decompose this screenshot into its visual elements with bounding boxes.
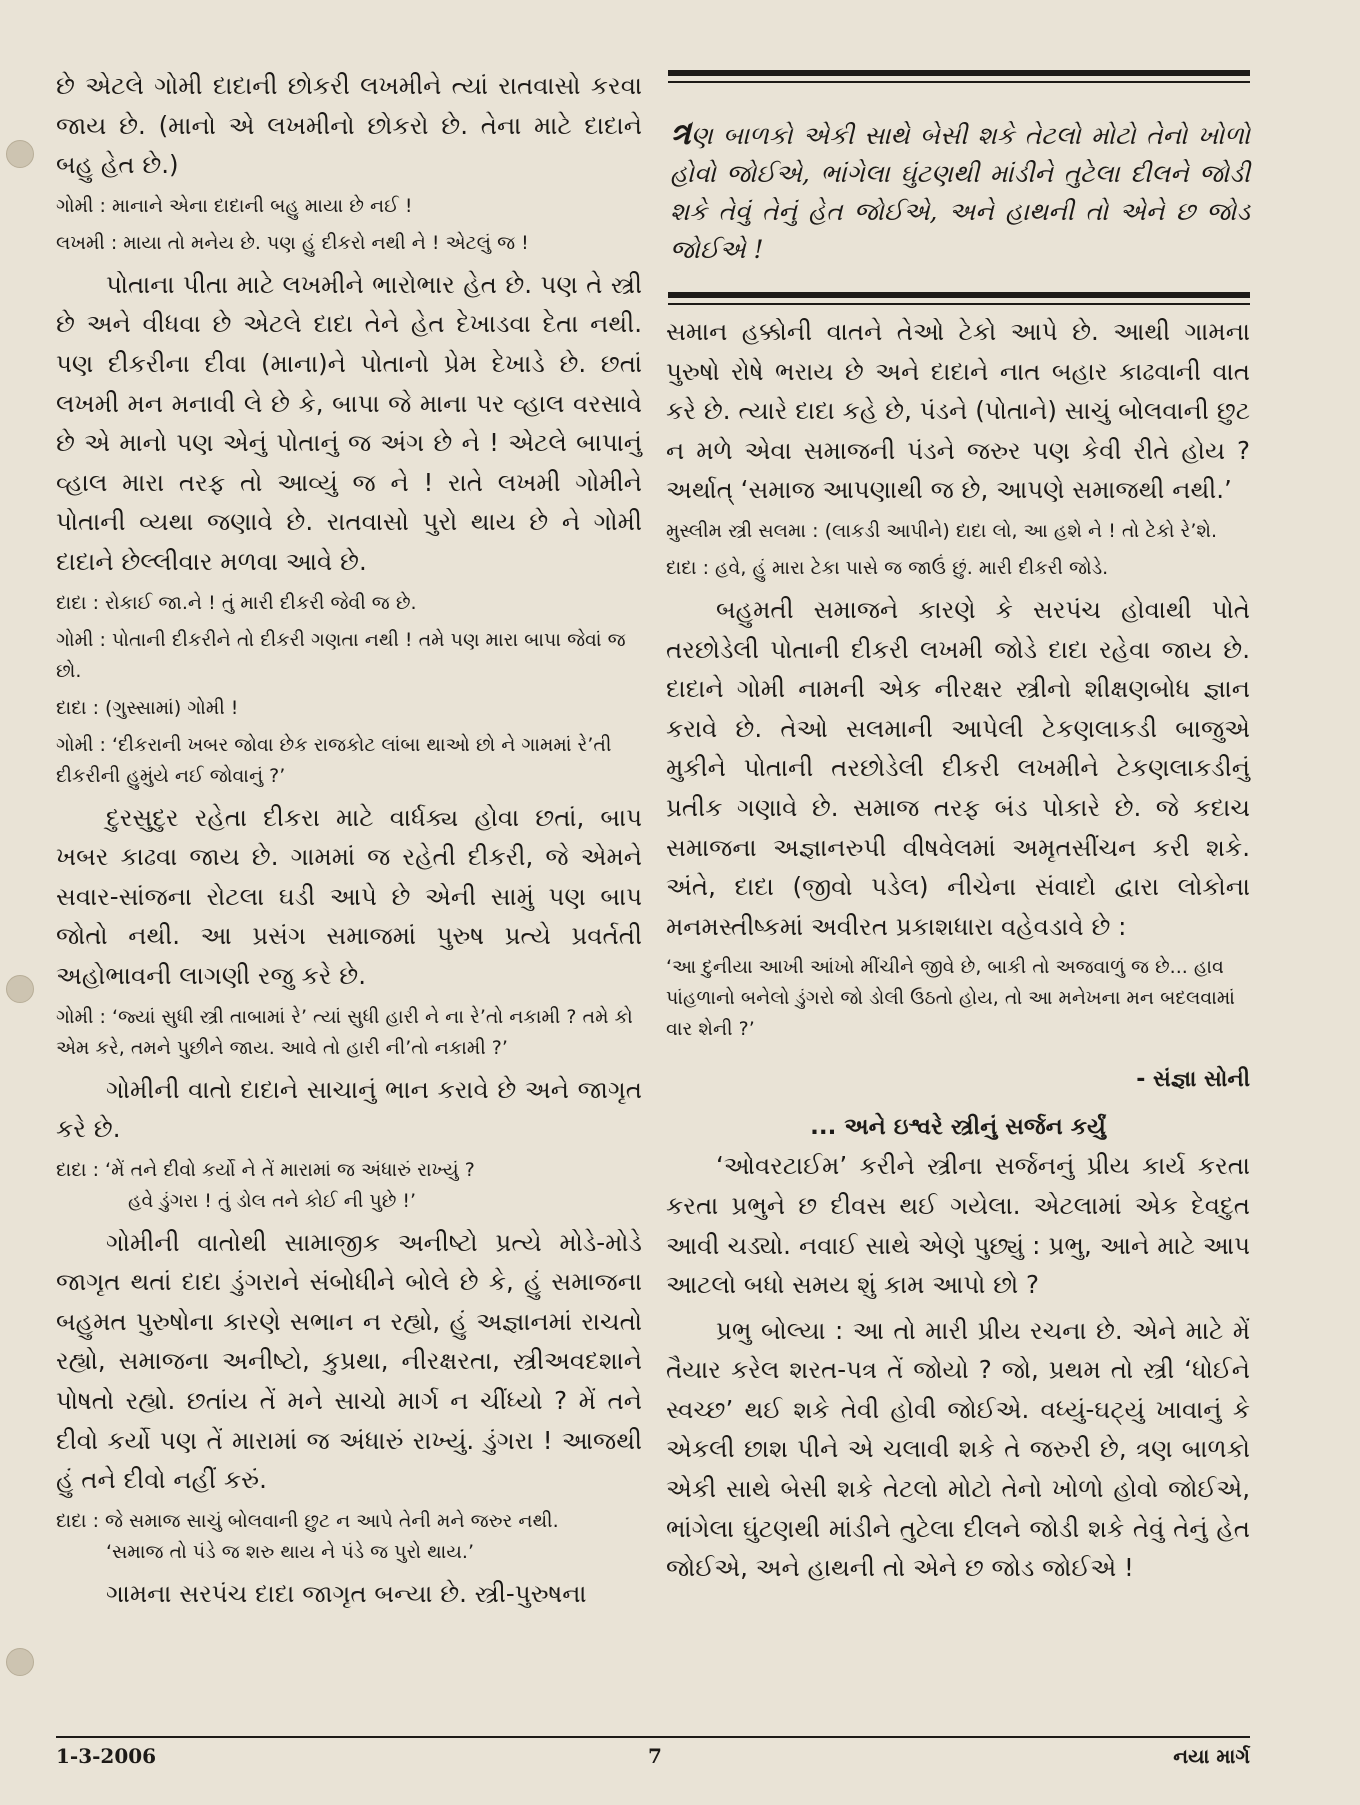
dialogue-dada-4 bbox=[56, 1506, 642, 1568]
dialogue-gomi-3: ગોમી : ‘દીકરાની ખબર જોવા છેક રાજકોટ લાંબા થાઓ છો ને ગામમાં રે’તી દીકરીની હુમુંયે નઈ જોવાનું ?’ bbox=[56, 733, 612, 787]
dialogue-lakhmi-1: લખમી : માયા તો મનેય છે. પણ હું દીકરો નથી ને ! એટલું જ ! bbox=[56, 231, 529, 254]
punch-hole-middle bbox=[6, 975, 34, 1003]
pull-quote-text: ણ બાળકો એકી સાથે બેસી શકે તેટલો મોટો તેનો ખોળો હોવો જોઈએ, ભાંગેલા ઘુંટણથી માંડીને તુટેલા દીલને જોડી શકે તેવું તેનું હેત જોઈએ, અને હાથની તો એને છ જોડ જોઈએ ! bbox=[670, 121, 1250, 264]
punch-hole-bottom bbox=[6, 1648, 34, 1676]
right-paragraph-1: સમાન હક્કોની વાતને તેઓ ટેકો આપે છે. આથી ગામના પુરુષો રોષે ભરાય છે અને દાદાને નાત બહાર કાઢવાની વાત કરે છે. ત્યારે દાદા કહે છે, પંડને (પોતાને) સાચું બોલવાની છુટ ન મળે એવા સમાજની પંડને જરુર પણ કેવી રીતે હોય ? અર્થાત્ ‘સમાજ આપણાથી જ છે, આપણે સમાજથી નથી.’ bbox=[666, 317, 1250, 505]
dialogue-dada-4-line-1: દાદા : જે સમાજ સાચું બોલવાની છુટ ન આપે તેની મને જરુર નથી. bbox=[56, 1509, 559, 1532]
pull-quote bbox=[670, 114, 1250, 269]
left-paragraph-3: દુરસુદુર રહેતા દીકરા માટે વાર્ધક્ય હોવા છતાં, બાપ ખબર કાઢવા જાય છે. ગામમાં જ રહેતી દીકરી, જે એમને સવાર-સાંજના રોટલા ઘડી આપે છે એની સામું પણ બાપ જોતો નથી. આ પ્રસંગ સમાજમાં પુરુષ પ્રત્યે પ્રવર્તતી અહોભાવની લાગણી રજુ કરે છે. bbox=[56, 802, 642, 990]
dialogue-gomi-4: ગોમી : ‘જ્યાં સુધી સ્ત્રી તાબામાં રે’ ત્યાં સુધી હારી ને ના રે’તો નકામી ? તમે કો એમ કરે, તમને પુછીને જાય. આવે તો હારી ની’તો નકામી ?’ bbox=[56, 1005, 633, 1059]
right-paragraph-4: પ્રભુ બોલ્યા : આ તો મારી પ્રીય રચના છે. એને માટે મેં તૈયાર કરેલ શરત-પત્ર તેં જોયો ? જો, પ્રથમ તો સ્ત્રી ‘ધોઈને સ્વચ્છ’ થઈ શકે તેવી હોવી જોઈએ. વધ્યું-ઘટ્યું ખાવાનું કે એકલી છાશ પીને એ ચલાવી શકે તે જરુરી છે, ત્રણ બાળકો એકી સાથે બેસી શકે તેટલો મોટો તેનો ખોળો હોવો જોઈએ, ભાંગેલા ઘુંટણથી માંડીને તુટેલા દીલને જોડી શકે તેવું તેનું હેત જોઈએ, અને હાથની તો એને છ જોડ જોઈએ ! bbox=[666, 1315, 1250, 1583]
left-paragraph-4: ગોમીની વાતો દાદાને સાચાનું ભાન કરાવે છે અને જાગૃત કરે છે. bbox=[56, 1074, 642, 1144]
dialogue-dada-5: દાદા : હવે, હું મારા ટેકા પાસે જ જાઉં છું. મારી દીકરી જોડે. bbox=[666, 556, 1109, 579]
left-paragraph-2: પોતાના પીતા માટે લખમીને ભારોભાર હેત છે. પણ તે સ્ત્રી છે અને વીધવા છે એટલે દાદા તેને હેત દેખાડવા દેતા નથી. પણ દીકરીના દીવા (માના)ને પોતાનો પ્રેમ દેખાડે છે. છતાં લખમી મન મનાવી લે છે કે, બાપા જે માના પર વ્હાલ વરસાવે છે એ માનો પણ એનું પોતાનું જ અંગ છે ને ! એટલે બાપાનું વ્હાલ મારા તરફ તો આવ્યું જ ને ! રાતે લખમી ગોમીને પોતાની વ્યથા જણાવે છે. રાતવાસો પુરો થાય છે ને ગોમી દાદાને છેલ્લીવાર મળવા આવે છે. bbox=[56, 269, 642, 576]
left-paragraph-5: ગોમીની વાતોથી સામાજીક અનીષ્ટો પ્રત્યે મોડે-મોડે જાગૃત થતાં દાદા ડુંગરાને સંબોધીને બોલે છે કે, હું સમાજના બહુમત પુરુષોના કારણે સભાન ન રહ્યો, હું અજ્ઞાનમાં રાચતો રહ્યો, સમાજના અનીષ્ટો, કુપ્રથા, નીરક્ષરતા, સ્ત્રીઅવદશાને પોષતો રહ્યો. છતાંય તેં મને સાચો માર્ગ ન ચીંધ્યો ? મેં તને દીવો કર્યો પણ તેં મારામાં જ અંધારું રાખ્યું. ડુંગરા ! આજથી હું તને દીવો નહીં કરું. bbox=[56, 1227, 642, 1495]
pull-quote-top-rule-thin bbox=[668, 81, 1250, 83]
closing-quote: ‘આ દુનીયા આખી આંખો મીંચીને જીવે છે, બાકી તો અજવાળું જ છે... હાવ પાંહળાનો બનેલો ડુંગરો જો ડોલી ઉઠતો હોય, તો આ મનેખના મન બદલવામાં વાર શેની ?’ bbox=[666, 956, 1235, 1041]
pull-quote-bottom-rule-thick bbox=[668, 292, 1250, 298]
dialogue-dada-3-line-2: હવે ડુંગરા ! તું ડોલ તને કોઈ ની પુછે !’ bbox=[128, 1189, 417, 1212]
dialogue-gomi-2: ગોમી : પોતાની દીકરીને તો દીકરી ગણતા નથી ! તમે પણ મારા બાપા જેવાં જ છો. bbox=[56, 628, 626, 682]
footer-date: 1-3-2006 bbox=[56, 1744, 157, 1768]
left-paragraph-6: ગામના સરપંચ દાદા જાગૃત બન્યા છે. સ્ત્રી-પુરુષના bbox=[106, 1578, 587, 1608]
dialogue-dada-1: દાદા : રોકાઈ જા.ને ! તું મારી દીકરી જેવી જ છે. bbox=[56, 591, 417, 614]
pull-quote-bottom-rule-thin bbox=[668, 303, 1250, 305]
page-footer bbox=[56, 1736, 1250, 1776]
punch-hole-top bbox=[6, 140, 34, 168]
author-signature: - સંજ્ઞા સોની bbox=[1136, 1067, 1250, 1093]
dialogue-dada-3-line-1: દાદા : ‘મેં તને દીવો કર્યો ને તેં મારામાં જ અંધારું રાખ્યું ? bbox=[56, 1158, 475, 1181]
right-column bbox=[666, 312, 1250, 1588]
pull-quote-drop-cap: ત્ર bbox=[670, 113, 691, 153]
dialogue-dada-3 bbox=[56, 1155, 642, 1217]
dialogue-gomi-1: ગોમી : માનાને એના દાદાની બહુ માયા છે નઈ ! bbox=[56, 194, 413, 217]
right-paragraph-3: ‘ઓવરટાઈમ’ કરીને સ્ત્રીના સર્જનનું પ્રીય કાર્ય કરતા કરતા પ્રભુને છ દીવસ થઈ ગયેલા. એટલામાં એક દેવદુત આવી ચડ્યો. નવાઈ સાથે એણે પુછ્યું : પ્રભુ, આને માટે આપ આટલો બધો સમય શું કામ આપો છો ? bbox=[666, 1151, 1250, 1300]
dialogue-dada-2: દાદા : (ગુસ્સામાં) ગોમી ! bbox=[56, 696, 239, 719]
footer-page-number: 7 bbox=[648, 1744, 662, 1768]
footer-publication-name: નયા માર્ગ bbox=[1173, 1744, 1250, 1768]
left-paragraph-1: છે એટલે ગોમી દાદાની છોકરી લખમીને ત્યાં રાતવાસો કરવા જાય છે. (માનો એ લખમીનો છોકરો છે. તેના માટે દાદાને બહુ હેત છે.) bbox=[56, 71, 642, 180]
left-column bbox=[56, 66, 642, 1613]
dialogue-salma-1: મુસ્લીમ સ્ત્રી સલમા : (લાકડી આપીને) દાદા લો, આ હશે ને ! તો ટેકો રે’શે. bbox=[666, 519, 1218, 542]
section-title: ... અને ઇશ્વરે સ્ત્રીનું સર્જન કર્યું bbox=[810, 1114, 1106, 1141]
dialogue-dada-4-line-2: ‘સમાજ તો પંડે જ શરુ થાય ને પંડે જ પુરો થાય.’ bbox=[106, 1540, 474, 1563]
right-paragraph-2: બહુમતી સમાજને કારણે કે સરપંચ હોવાથી પોતે તરછોડેલી પોતાની દીકરી લખમી જોડે દાદા રહેવા જાય છે. દાદાને ગોમી નામની એક નીરક્ષર સ્ત્રીનો શીક્ષણબોધ જ્ઞાન કરાવે છે. તેઓ સલમાની આપેલી ટેકણલાકડી બાજુએ મુકીને પોતાની તરછોડેલી દીકરી લખમીને ટેકણલાકડીનું પ્રતીક ગણાવે છે. સમાજ તરફ બંડ પોકારે છે. જે કદાચ સમાજના અજ્ઞાનરુપી વીષવેલમાં અમૃતસીંચન કરી શકે. અંતે, દાદા (જીવો પડેલ) નીચેના સંવાદો દ્વારા લોકોના મનમસ્તીષ્કમાં અવીરત પ્રકાશધારા વહેવડાવે છે : bbox=[666, 594, 1250, 941]
pull-quote-top-rule-thick bbox=[668, 70, 1250, 76]
